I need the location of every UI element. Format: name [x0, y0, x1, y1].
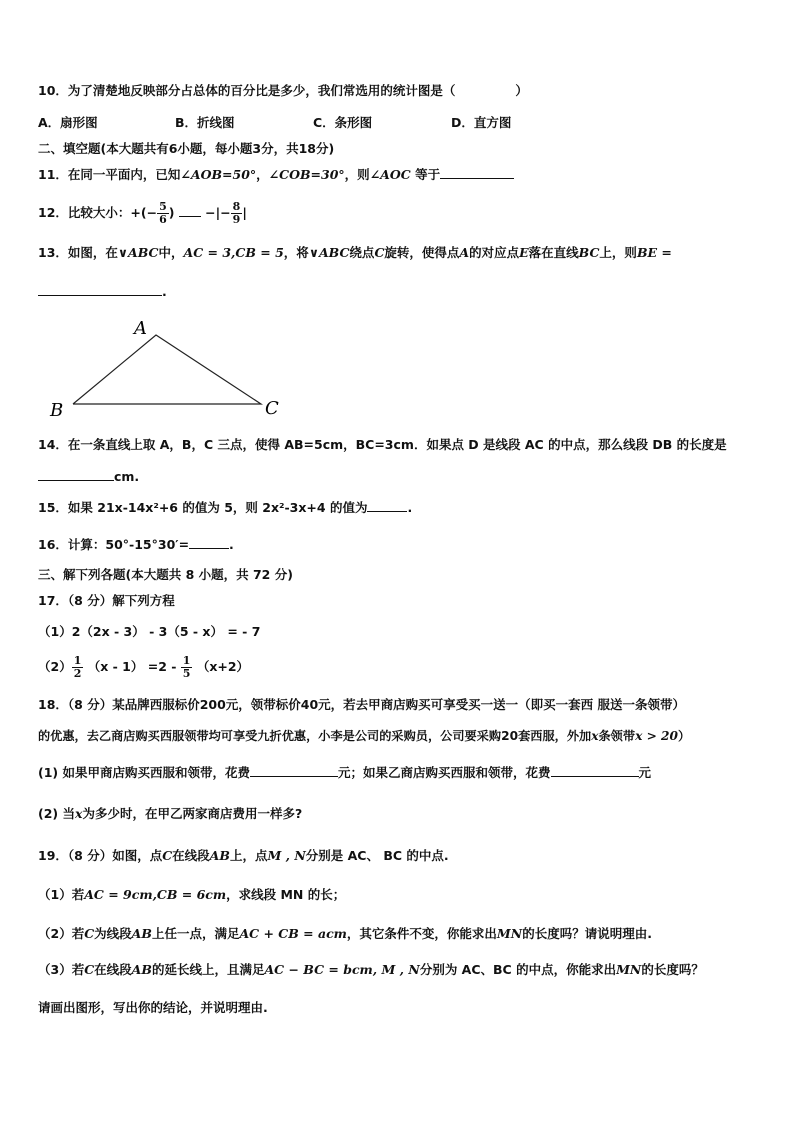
q19-part-3-line-2: 请画出图形，写出你的结论，并说明理由. — [38, 1000, 268, 1015]
figure-label-b: B — [50, 400, 64, 421]
q17-fraction-1: $\frac{1}{2}$ — [73, 654, 82, 680]
q16-answer-blank — [189, 537, 229, 549]
q12-answer-blank — [179, 205, 201, 217]
question-17-title: 17．（8 分）解下列方程 — [38, 593, 175, 608]
q13-answer-line: . — [38, 284, 167, 300]
q11-text-e: ，则 — [344, 167, 370, 182]
q15-answer-blank — [367, 500, 407, 512]
q11-angle-cob: ∠COB=30° — [268, 167, 345, 182]
q19-part-3: （3）若C在线段AB的延长线上，且满足AC − BC = bcm, M , N分别为 AC、BC 的中点，你能求出MN的长度吗？ — [38, 962, 704, 977]
question-19-title: 19．（8 分）如图，点C在线段AB上，点M , N分别是 AC、 BC 的中点. — [38, 848, 449, 863]
question-10 — [38, 83, 528, 99]
question-12 — [38, 198, 247, 228]
q13-answer-blank — [38, 284, 162, 296]
q14-answer-line: cm. — [38, 469, 139, 485]
question-15: 15．如果 21x-14x²+6 的值为 5，则 2x²-3x+4 的值为 . — [38, 500, 413, 515]
q10-option-d: D．直方图 — [451, 115, 512, 130]
q18-blank-1 — [250, 765, 338, 777]
q11-text-g: 等于 — [415, 167, 441, 182]
q10-close: ） — [515, 83, 528, 98]
q10-option-b: B．折线图 — [175, 115, 235, 130]
q18-blank-2 — [551, 765, 639, 777]
question-16: 16．计算：50°-15°30′= . — [38, 537, 234, 552]
triangle-figure — [40, 310, 300, 425]
question-13: 13．如图，在∨ABC中，AC = 3,CB = 5，将∨ABC绕点C旋转，使得点A的对应点E落在直线BC上，则BE = — [38, 245, 672, 260]
q12-fraction-2: $\frac{8}{9}$ — [232, 200, 241, 226]
q17-equation-1: （1）2（2x - 3） - 3（5 - x） = - 7 — [38, 624, 261, 639]
question-11 — [38, 167, 514, 183]
q12-text-a: 12．比较大小：+(− — [38, 205, 158, 220]
q17-fraction-2: $\frac{1}{5}$ — [182, 654, 191, 680]
q18-part-1: (1) 如果甲商店购买西服和领带，花费 元；如果乙商店购买西服和领带，花费 元 — [38, 765, 652, 780]
question-18-line-2: 的优惠，去乙商店购买西服领带均可享受九折优惠，小李是公司的采购员，公司要采购20套西服，外加x条领带x > 20） — [38, 729, 691, 743]
section-2-heading: 二、填空题(本大题共有6小题，每小题3分，共18分) — [38, 141, 335, 156]
q10-option-c: C．条形图 — [313, 115, 373, 130]
q12-text-b: ) — [168, 205, 175, 220]
q17-equation-2: （2） $\frac{1}{2}$ （x - 1） =2 - $\frac{1}{5}$ （x+2） — [38, 654, 250, 680]
q18-part-2: (2) 当x为多少时，在甲乙两家商店费用一样多? — [38, 806, 303, 821]
q11-answer-blank — [440, 167, 514, 179]
q14-answer-blank — [38, 469, 114, 481]
q11-text-c: ， — [256, 167, 269, 182]
q19-part-2: （2）若C为线段AB上任一点，满足AC + CB = acm，其它条件不变，你能求出MN的长度吗？请说明理由. — [38, 926, 652, 941]
question-14: 14．在一条直线上取 A，B，C 三点，使得 AB=5cm，BC=3cm．如果点 D 是线段 AC 的中点，那么线段 DB 的长度是 — [38, 437, 727, 452]
q11-angle-aoc: ∠AOC — [369, 167, 411, 182]
q10-text: 10．为了清楚地反映部分占总体的百分比是多少，我们常选用的统计图是（ — [38, 83, 456, 98]
q11-angle-aob: ∠AOB=50° — [180, 167, 257, 182]
section-3-heading: 三、解下列各题(本大题共 8 小题，共 72 分) — [38, 567, 293, 582]
q11-text-a: 11．在同一平面内，已知 — [38, 167, 181, 182]
q12-text-d: | — [242, 205, 247, 220]
q12-fraction-1: $\frac{5}{6}$ — [159, 200, 167, 226]
q12-text-c: −|− — [205, 205, 231, 220]
q10-option-a: A．扇形图 — [38, 115, 98, 130]
figure-label-c: C — [265, 398, 279, 419]
q19-part-1: （1）若AC = 9cm,CB = 6cm，求线段 MN 的长； — [38, 887, 346, 902]
figure-label-a: A — [134, 318, 147, 339]
question-18-line-1: 18．（8 分）某品牌西服标价200元，领带标价40元，若去甲商店购买可享受买一送一（即买一套西 服送一条领带） — [38, 697, 686, 712]
triangle-abc-shape — [73, 335, 261, 404]
